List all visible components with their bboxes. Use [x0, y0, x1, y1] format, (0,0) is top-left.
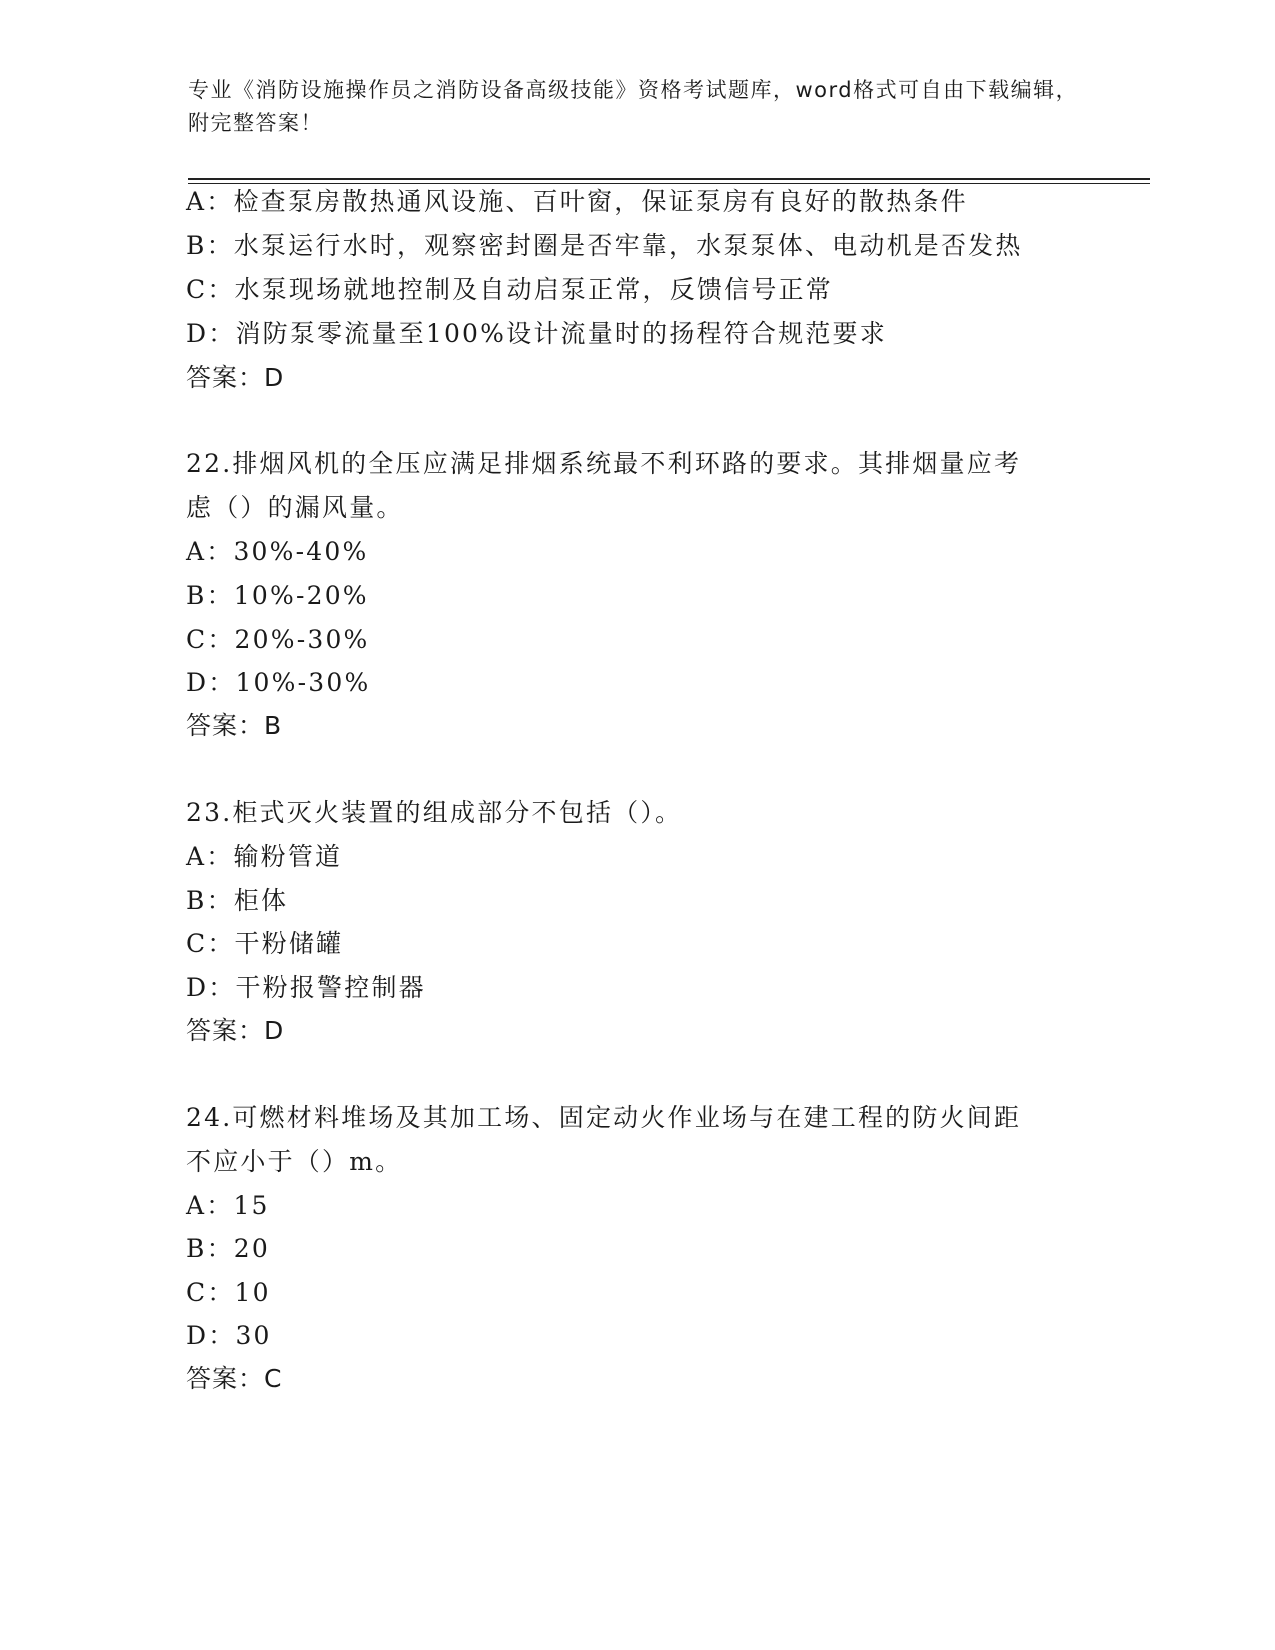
q21-answer: 答案：D — [186, 363, 285, 392]
q23-option-b: B：柜体 — [186, 886, 289, 915]
q22-stem-line1: 22.排烟风机的全压应满足排烟系统最不利环路的要求。其排烟量应考 — [186, 449, 1022, 478]
q22-option-d: D：10%-30% — [186, 668, 371, 697]
q24-stem-line2: 不应小于（）m。 — [186, 1147, 403, 1176]
q22-answer: 答案：B — [186, 711, 283, 740]
q24-option-d: D：30 — [186, 1321, 272, 1350]
q24-option-a: A：15 — [186, 1191, 270, 1220]
header-rule-thick — [188, 178, 1150, 180]
q22-stem-line2: 虑（）的漏风量。 — [186, 493, 404, 522]
q24-answer: 答案：C — [186, 1364, 283, 1393]
q22-option-b: B：10%-20% — [186, 581, 369, 610]
q23-option-a: A：输粉管道 — [186, 842, 343, 871]
q23-answer: 答案：D — [186, 1016, 285, 1045]
q21-option-d: D：消防泵零流量至100%设计流量时的扬程符合规范要求 — [186, 319, 887, 348]
header-rule-thin — [188, 183, 1150, 184]
q21-option-c: C：水泵现场就地控制及自动启泵正常，反馈信号正常 — [186, 275, 833, 304]
document-header: 专业《消防设施操作员之消防设备高级技能》资格考试题库，word格式可自由下载编辑，附完整答案！ — [188, 78, 1079, 135]
q24-option-b: B：20 — [186, 1234, 270, 1263]
q23-option-d: D：干粉报警控制器 — [186, 973, 426, 1002]
q21-option-a: A：检查泵房散热通风设施、百叶窗，保证泵房有良好的散热条件 — [186, 187, 968, 216]
q21-option-b: B：水泵运行水时，观察密封圈是否牢靠，水泵泵体、电动机是否发热 — [186, 231, 1023, 260]
q24-stem-line1: 24.可燃材料堆场及其加工场、固定动火作业场与在建工程的防火间距 — [186, 1103, 1022, 1132]
q22-option-c: C：20%-30% — [186, 625, 370, 654]
q23-option-c: C：干粉储罐 — [186, 929, 344, 958]
q24-option-c: C：10 — [186, 1278, 271, 1307]
q23-stem-line1: 23.柜式灭火装置的组成部分不包括（）。 — [186, 798, 683, 827]
q22-option-a: A：30%-40% — [186, 537, 369, 566]
